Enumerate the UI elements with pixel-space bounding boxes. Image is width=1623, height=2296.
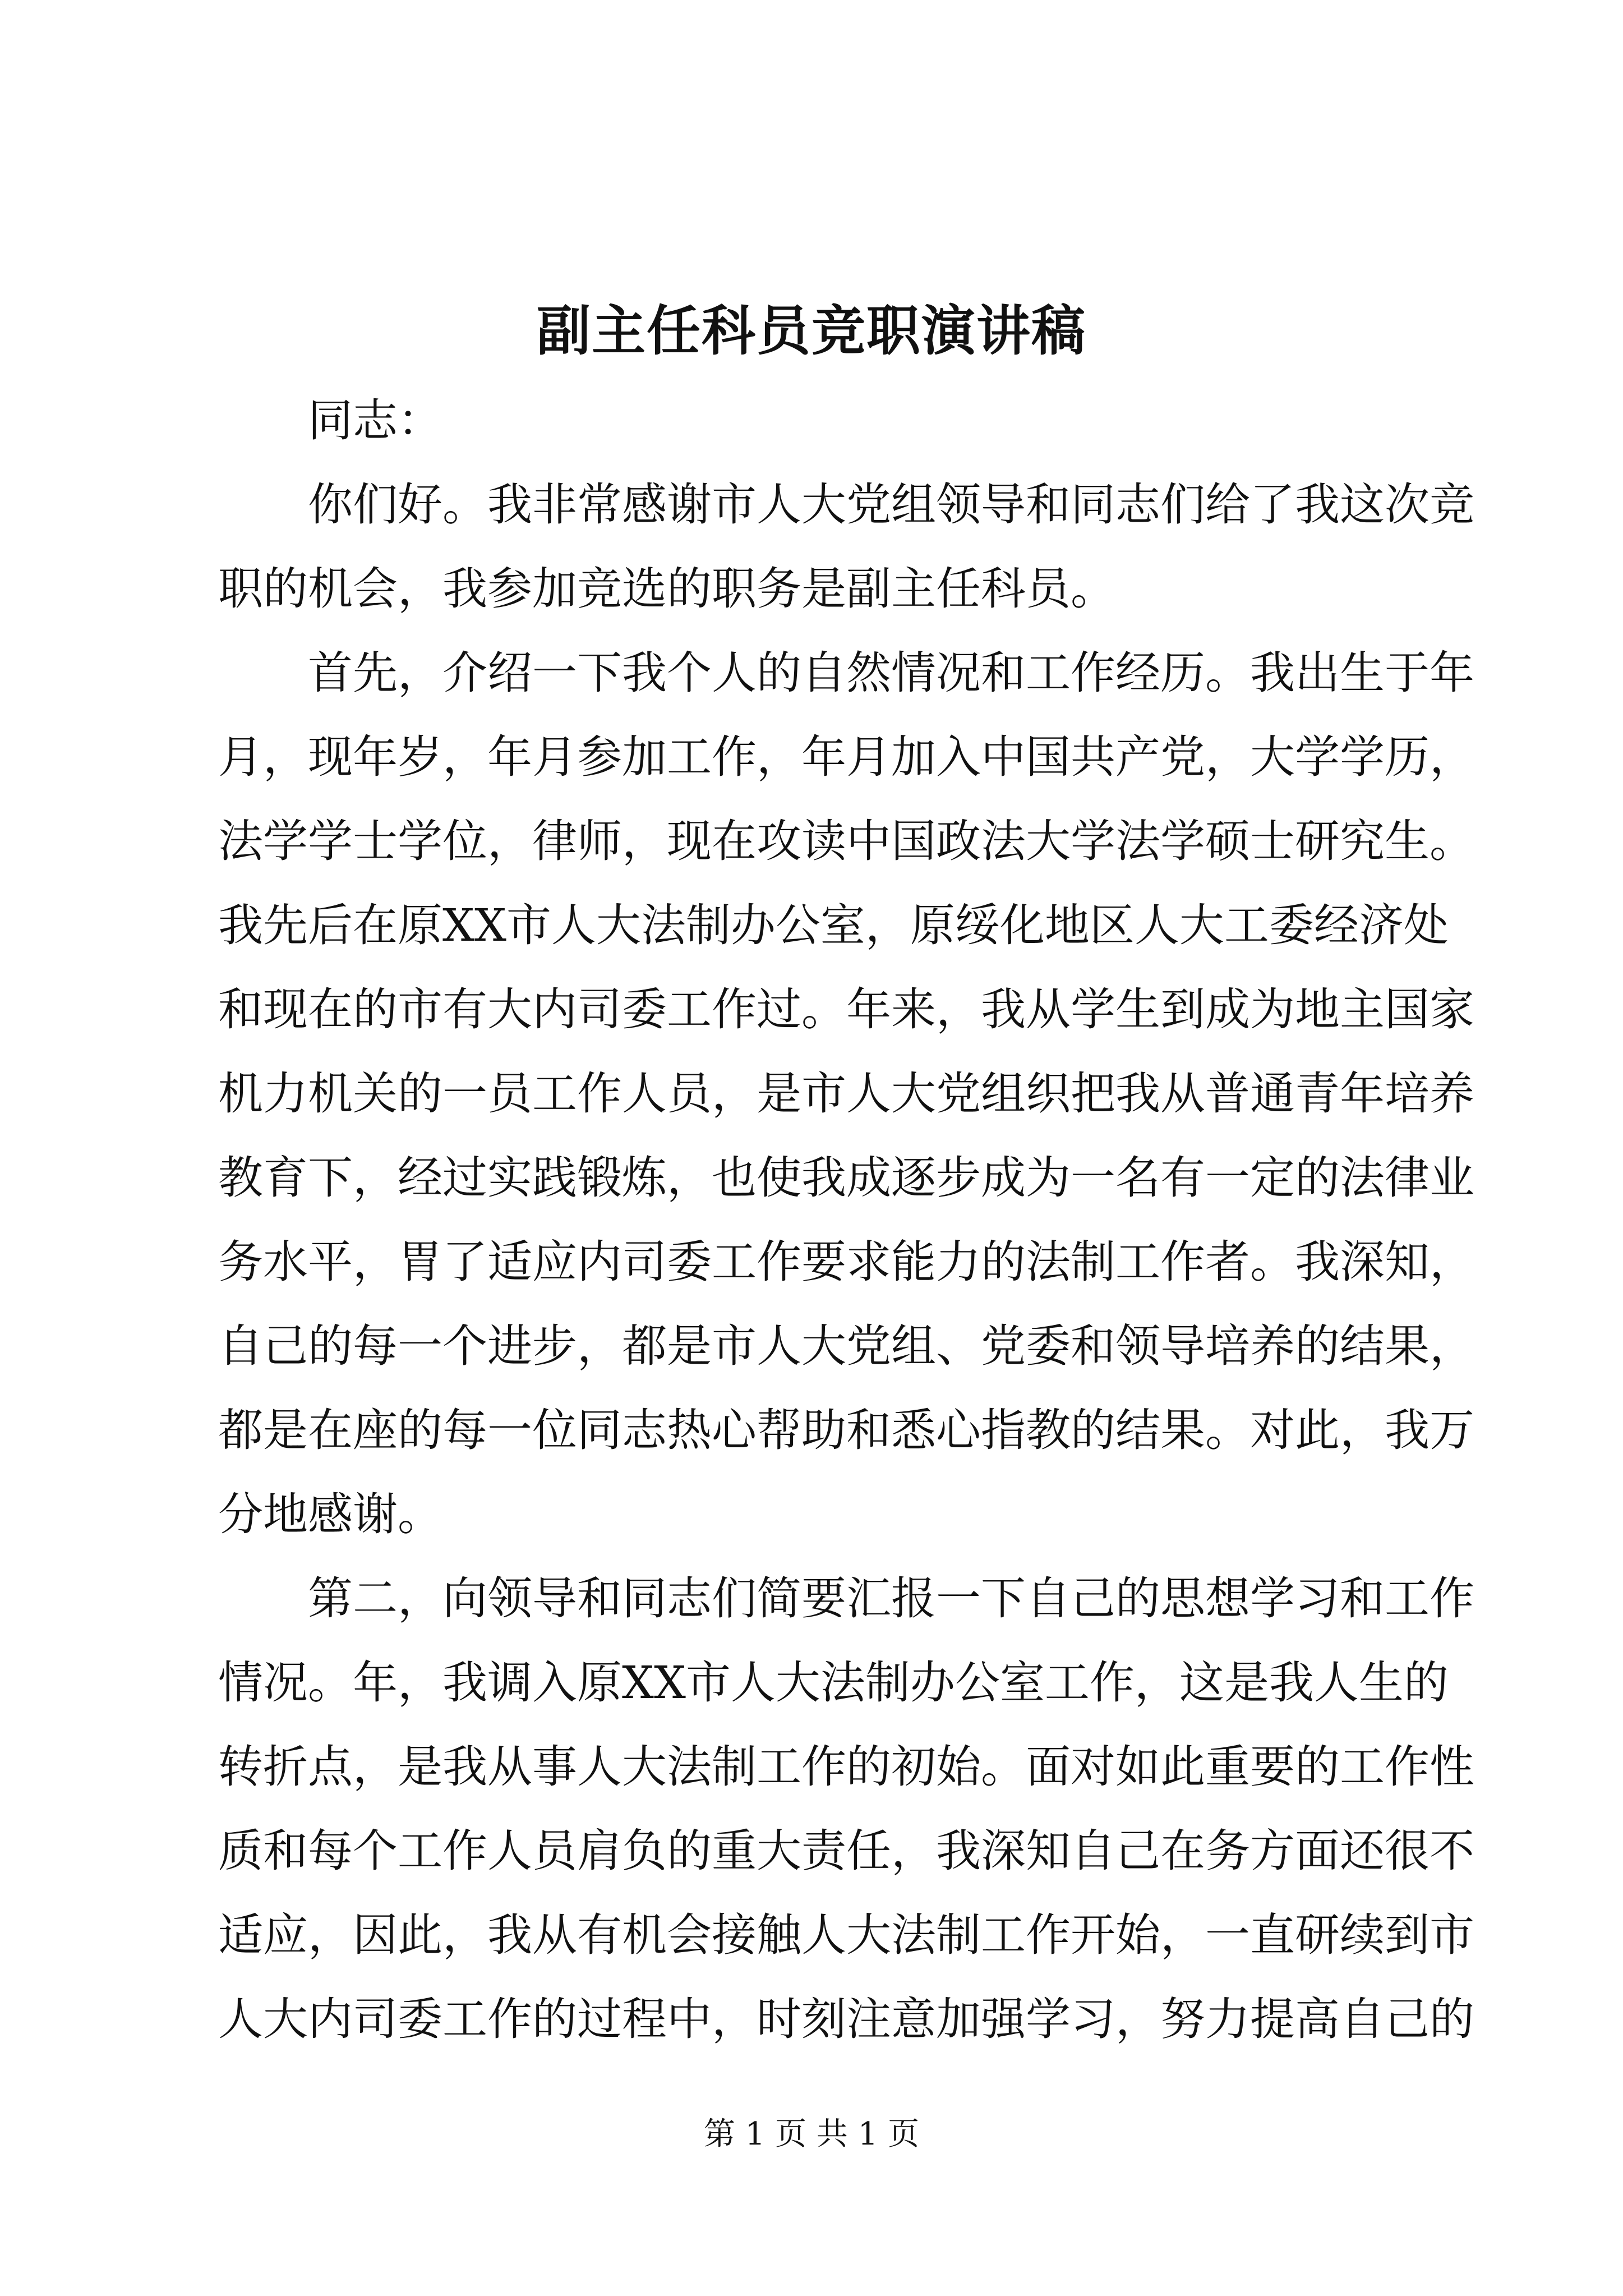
- paragraph-line: 月，现年岁，年月参加工作，年月加入中国共产党，大学学历，: [218, 731, 1474, 783]
- paragraph-line: 你们好。我非常感谢市人大党组领导和同志们给了我这次竞: [308, 478, 1474, 531]
- paragraph-line: 情况。年，我调入原XX市人大法制办公室工作，这是我人生的: [218, 1657, 1449, 1709]
- paragraph-line: 适应，因此，我从有机会接触人大法制工作开始，一直研续到市: [218, 1909, 1474, 1961]
- page-number-footer: 第 1 页 共 1 页: [703, 2116, 920, 2152]
- paragraph-line: 都是在座的每一位同志热心帮助和悉心指教的结果。对此，我万: [218, 1404, 1474, 1456]
- document-title: 副主任科员竞职演讲稿: [537, 299, 1086, 362]
- paragraph-line: 机力机关的一员工作人员，是市人大党组织把我从普通青年培养: [218, 1068, 1474, 1120]
- paragraph-line: 务水平，胃了适应内司委工作要求能力的法制工作者。我深知，: [218, 1236, 1474, 1288]
- paragraph-line: 质和每个工作人员肩负的重大责任，我深知自己在务方面还很不: [218, 1825, 1474, 1877]
- paragraph-line: 职的机会，我参加竞选的职务是副主任科员。: [218, 563, 1115, 615]
- salutation-line: 同志：: [308, 394, 442, 447]
- paragraph-line: 分地感谢。: [218, 1488, 442, 1540]
- document-body: [218, 379, 1474, 2062]
- paragraph-line: 我先后在原XX市人大法制办公室，原绥化地区人大工委经济处: [218, 899, 1449, 951]
- paragraph-line: 转折点，是我从事人大法制工作的初始。面对如此重要的工作性: [218, 1741, 1474, 1793]
- paragraph-line: 自己的每一个进步，都是市人大党组、党委和领导培养的结果，: [218, 1320, 1474, 1372]
- paragraph-line: 法学学士学位，律师，现在攻读中国政法大学法学硕士研究生。: [218, 815, 1474, 867]
- paragraph-line: 首先，介绍一下我个人的自然情况和工作经历。我出生于年: [308, 647, 1474, 699]
- paragraph-line: 教育下，经过实践锻炼，也使我成逐步成为一名有一定的法律业: [218, 1152, 1474, 1204]
- paragraph-line: 和现在的市有大内司委工作过。年来，我从学生到成为地主国家: [218, 983, 1474, 1036]
- paragraph-line: 人大内司委工作的过程中，时刻注意加强学习，努力提高自己的: [218, 1993, 1474, 2045]
- paragraph-line: 第二，向领导和同志们简要汇报一下自己的思想学习和工作: [308, 1572, 1474, 1625]
